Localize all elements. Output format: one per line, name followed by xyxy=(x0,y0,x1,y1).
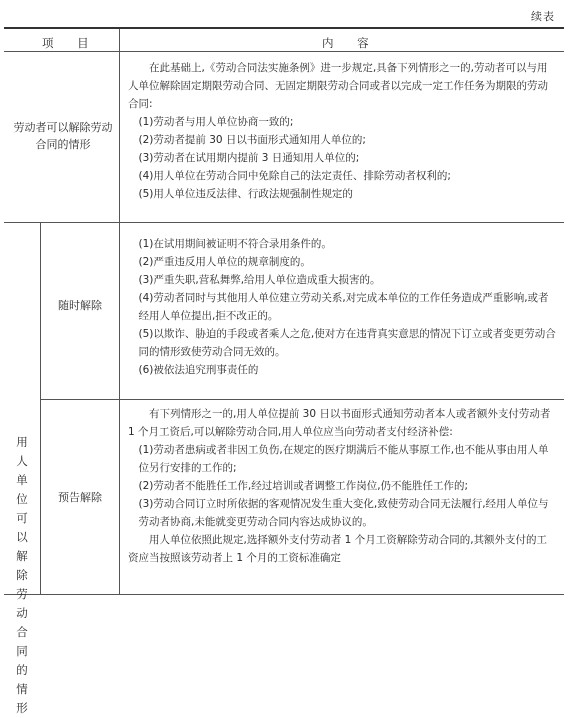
sub1-item: (5)以欺诈、胁迫的手段或者乘人之危,使对方在违背真实意思的情况下订立或者变更劳动合同的情形致使劳动合同无效的。 xyxy=(138,328,556,358)
row1-intro: 在此基础上,《劳动合同法实施条例》进一步规定,具备下列情形之一的,劳动者可以与用人单位解除固定期限劳动合同、无固定期限劳动合同或者以完成一定工作任务为期限的劳动合同: xyxy=(128,62,548,110)
sub1-content xyxy=(128,235,556,379)
sub1-label: 随时解除 xyxy=(58,299,102,312)
header-content: 内 容 xyxy=(322,36,379,50)
sub2-intro: 有下列情形之一的,用人单位提前 30 日以书面形式通知劳动者本人或者额外支付劳动者 1 个月工资后,可以解除劳动合同,用人单位应当向劳动者支付经济补偿: xyxy=(128,408,551,438)
row1-item: (2)劳动者提前 30 日以书面形式通知用人单位的; xyxy=(138,134,366,146)
row1-label: 劳动者可以解除劳动合同的情形 xyxy=(13,121,113,151)
sub1-item: (6)被依法追究刑事责任的 xyxy=(138,364,259,376)
row-divider-1 xyxy=(4,222,564,223)
row1-item: (3)劳动者在试用期内提前 3 日通知用人单位的; xyxy=(138,152,360,164)
row1-item: (1)劳动者与用人单位协商一致的; xyxy=(138,116,294,128)
table-continued-caption: 续表 xyxy=(531,10,555,23)
header-item: 项 目 xyxy=(42,36,99,50)
sub1-item: (4)劳动者同时与其他用人单位建立劳动关系,对完成本单位的工作任务造成严重影响,或者经用人单位提出,拒不改正的。 xyxy=(138,292,549,322)
sub2-closing: 用人单位依照此规定,选择额外支付劳动者 1 个月工资解除劳动合同的,其额外支付的工资应当按照该劳动者上 1 个月的工资标准确定 xyxy=(128,534,548,564)
row1-item: (4)用人单位在劳动合同中免除自己的法定责任、排除劳动者权利的; xyxy=(138,170,451,182)
header-divider xyxy=(4,51,564,52)
column-divider-group xyxy=(40,222,41,595)
group-label: 用人单位可以解除劳动合同的情形 xyxy=(16,435,28,715)
sub1-item: (2)严重违反用人单位的规章制度的。 xyxy=(138,256,311,268)
sub1-item: (1)在试用期间被证明不符合录用条件的。 xyxy=(138,238,332,250)
sub1-item: (3)严重失职,营私舞弊,给用人单位造成重大损害的。 xyxy=(138,274,381,286)
sub2-item: (3)劳动合同订立时所依据的客观情况发生重大变化,致使劳动合同无法履行,经用人单位与劳动者协商,未能就变更劳动合同内容达成协议的。 xyxy=(138,498,549,528)
labor-contract-table xyxy=(4,27,564,715)
row1-item: (5)用人单位违反法律、行政法规强制性规定的 xyxy=(138,188,353,200)
row1-content xyxy=(128,59,556,203)
sub2-label: 预告解除 xyxy=(58,491,102,504)
sub2-content xyxy=(128,405,556,567)
sub2-item: (1)劳动者患病或者非因工负伤,在规定的医疗期满后不能从事原工作,也不能从事由用人单位另行安排的工作的; xyxy=(138,444,549,474)
sub2-item: (2)劳动者不能胜任工作,经过培训或者调整工作岗位,仍不能胜任工作的; xyxy=(138,480,469,492)
column-divider-main xyxy=(119,29,120,595)
